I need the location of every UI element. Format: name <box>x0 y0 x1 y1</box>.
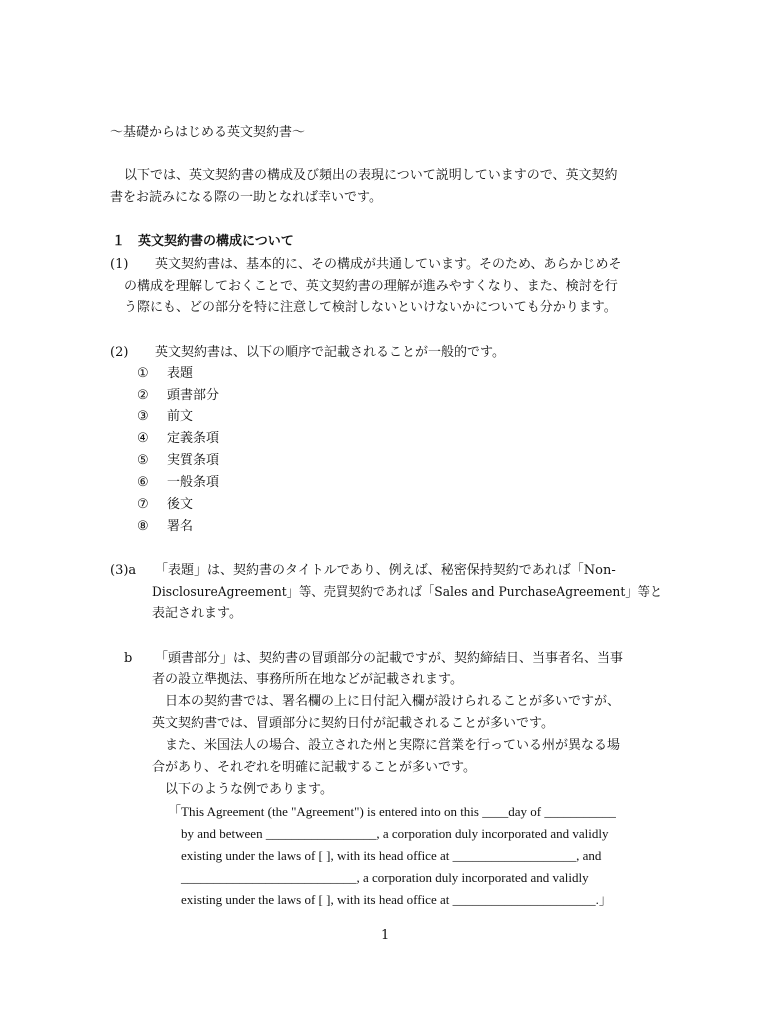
list-item-num: ④ <box>137 431 149 446</box>
list-item-text: 定義条項 <box>167 431 220 446</box>
list-item-num: ⑥ <box>137 475 149 490</box>
para-1-line-2: の構成を理解しておくことで、英文契約書の理解が進みやすくなり、また、検討を行 <box>124 279 618 294</box>
para-2-label: (2) <box>110 345 129 360</box>
section-heading: １ 英文契約書の構成について <box>112 234 294 249</box>
list-item-num: ⑧ <box>137 519 149 534</box>
para-3a-line-1: 「表題」は、契約書のタイトルであり、例えば、秘密保持契約であれば「Non- <box>155 563 616 578</box>
page-number: 1 <box>381 928 390 943</box>
list-item-num: ⑤ <box>137 453 149 468</box>
intro-line-1: 以下では、英文契約書の構成及び頻出の表現について説明していますので、英文契約 <box>124 168 618 183</box>
example-line-1: 「This Agreement (the "Agreement") is entered into on this ____day of ___________ <box>168 804 616 819</box>
para-1-line-3: う際にも、どの部分を特に注意して検討しないといけないかについても分かります。 <box>124 300 617 315</box>
para-1-label: (1) <box>110 257 129 272</box>
para-2-text: 英文契約書は、以下の順序で記載されることが一般的です。 <box>155 345 505 360</box>
para-3b-line-7: 以下のような例であります。 <box>152 782 333 797</box>
para-3a-line-2: DisclosureAgreement」等、売買契約であれば「Sales and PurchaseAgreement」等と <box>152 585 663 600</box>
list-item-text: 後文 <box>167 497 194 512</box>
para-3a-line-3: 表記されます。 <box>152 606 242 621</box>
document-title: ～基礎からはじめる英文契約書～ <box>110 125 306 140</box>
list-item-text: 前文 <box>167 409 194 424</box>
para-3b-line-1: 「頭書部分」は、契約書の冒頭部分の記載ですが、契約締結日、当事者名、当事 <box>155 651 624 666</box>
para-3a-label: (3)a <box>110 563 137 578</box>
list-item-num: ⑦ <box>137 497 149 512</box>
para-3b-line-3: 日本の契約書では、署名欄の上に日付記入欄が設けられることが多いですが、 <box>152 694 621 709</box>
example-line-2: by and between _________________, a corporation duly incorporated and validly <box>181 826 609 841</box>
example-line-4: ___________________________, a corporation duly incorporated and validly <box>181 870 589 885</box>
para-3b-line-6: 合があり、それぞれを明確に記載することが多いです。 <box>152 760 476 775</box>
list-item-num: ① <box>137 366 149 381</box>
para-3b-line-5: また、米国法人の場合、設立された州と実際に営業を行っている州が異なる場 <box>152 738 621 753</box>
list-item-text: 表題 <box>167 366 194 381</box>
list-item-text: 一般条項 <box>167 475 220 490</box>
para-3b-line-2: 者の設立準拠法、事務所所在地などが記載されます。 <box>152 672 463 687</box>
example-line-5: existing under the laws of [ ], with its head office at ______________________.」 <box>181 892 612 907</box>
list-item-text: 頭書部分 <box>167 388 220 403</box>
para-1-line-1: 英文契約書は、基本的に、その構成が共通しています。そのため、あらかじめそ <box>155 257 622 272</box>
para-3b-label: b <box>124 651 133 666</box>
list-item-text: 実質条項 <box>167 453 220 468</box>
para-3b-line-4: 英文契約書では、冒頭部分に契約日付が記載されることが多いです。 <box>152 716 554 731</box>
intro-line-2: 書をお読みになる際の一助となれば幸いです。 <box>110 190 382 205</box>
list-item-text: 署名 <box>167 519 194 534</box>
list-item-num: ③ <box>137 409 149 424</box>
list-item-num: ② <box>137 388 149 403</box>
example-line-3: existing under the laws of [ ], with its head office at ___________________, and <box>181 848 602 863</box>
